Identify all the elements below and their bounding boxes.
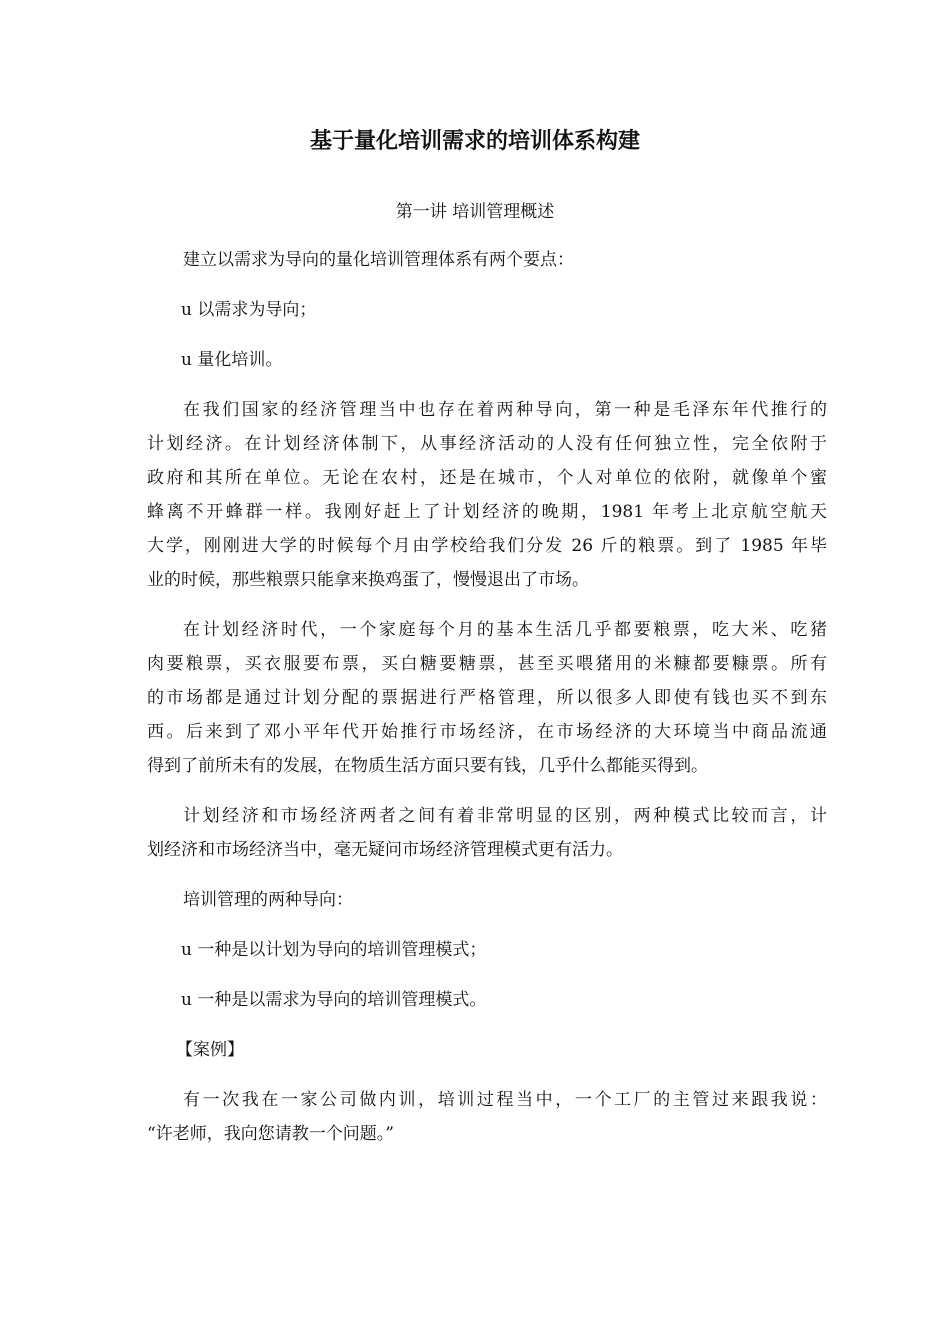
- orientation-item: u 一种是以需求为导向的培训管理模式。: [181, 990, 487, 1010]
- paragraph-line: “许老师，我向您请教一个问题。”: [147, 1124, 394, 1144]
- orientation-heading: 培训管理的两种导向：: [183, 890, 353, 910]
- intro-text: 建立以需求为导向的量化培训管理体系有两个要点：: [183, 250, 574, 270]
- paragraph-line: 在我们国家的经济管理当中也存在着两种导向，第一种是毛泽东年代推行的: [183, 400, 827, 420]
- paragraph-line: 西。后来到了邓小平年代开始推行市场经济，在市场经济的大环境当中商品流通: [147, 722, 827, 742]
- case-label: 【案例】: [176, 1040, 244, 1060]
- paragraph-line: 肉要粮票，买衣服要布票，买白糖要糖票，甚至买喂猪用的米糠都要糠票。所有: [147, 654, 827, 674]
- paragraph-line: 得到了前所未有的发展，在物质生活方面只要有钱，几乎什么都能买得到。: [147, 756, 708, 776]
- orientation-item: u 一种是以计划为导向的培训管理模式；: [181, 940, 487, 960]
- key-point-item: u 量化培训。: [181, 350, 283, 370]
- paragraph-line: 计划经济和市场经济两者之间有着非常明显的区别，两种模式比较而言，计: [183, 806, 827, 826]
- paragraph-line: 有一次我在一家公司做内训，培训过程当中，一个工厂的主管过来跟我说：: [183, 1090, 827, 1110]
- paragraph-line: 业的时候，那些粮票只能拿来换鸡蛋了，慢慢退出了市场。: [147, 570, 589, 590]
- paragraph-line: 政府和其所在单位。无论在农村，还是在城市，个人对单位的依附，就像单个蜜: [147, 468, 827, 488]
- lecture-subtitle: 第一讲 培训管理概述: [395, 202, 555, 222]
- paragraph-line: 计划经济。在计划经济体制下，从事经济活动的人没有任何独立性，完全依附于: [147, 434, 827, 454]
- key-point-item: u 以需求为导向；: [181, 300, 317, 320]
- paragraph-line: 大学，刚刚进大学的时候每个月由学校给我们分发 26 斤的粮票。到了 1985 年毕: [147, 536, 827, 556]
- paragraph-line: 蜂离不开蜂群一样。我刚好赶上了计划经济的晚期，1981 年考上北京航空航天: [147, 502, 827, 522]
- paragraph-line: 划经济和市场经济当中，毫无疑问市场经济管理模式更有活力。: [147, 840, 623, 860]
- paragraph-line: 的市场都是通过计划分配的票据进行严格管理，所以很多人即使有钱也买不到东: [147, 688, 827, 708]
- paragraph-line: 在计划经济时代，一个家庭每个月的基本生活几乎都要粮票，吃大米、吃猪: [183, 620, 827, 640]
- document-title: 基于量化培训需求的培训体系构建: [309, 129, 640, 154]
